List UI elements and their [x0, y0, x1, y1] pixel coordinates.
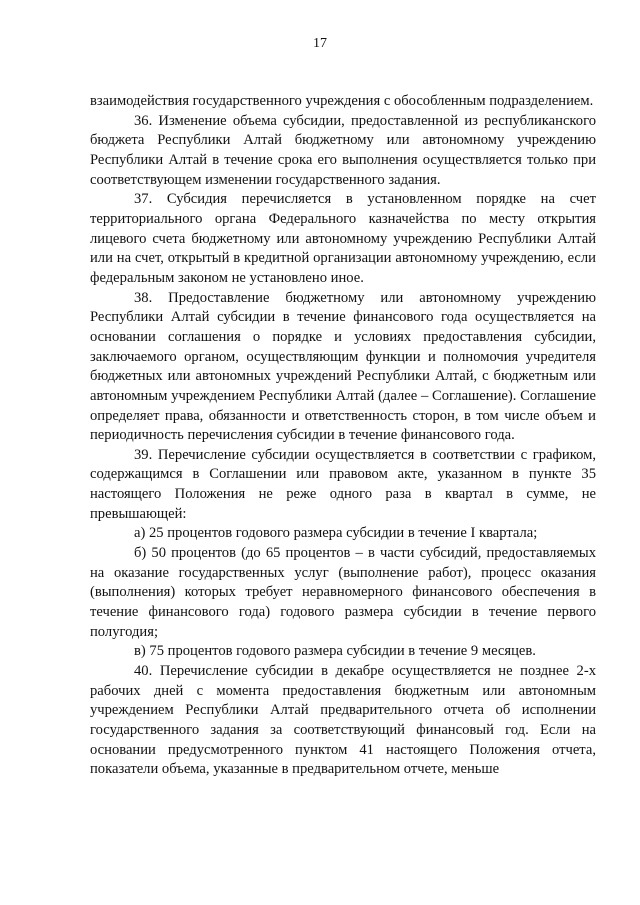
document-body: [90, 92, 596, 780]
paragraph-continuation: взаимодействия государственного учреждения с обособленным подразделением.: [90, 93, 594, 109]
paragraph-40: 40. Перечисление субсидии в декабре осуществляется не позднее 2-х рабочих дней с момента предоставления бюджетным или автономным учреждением Республики Алтай предварительного отчета об исполнении государственного задания за соответствующий финансовый год. Если на основании предусмотренного пунктом 41 настоящего Положения отчета, показатели объема, указанные в предварительном отчете, меньше: [90, 663, 596, 778]
page-number: 17: [313, 36, 327, 51]
paragraph-39: 39. Перечисление субсидии осуществляется в соответствии с графиком, содержащимся в Соглашении или правовом акте, указанном в пункте 35 настоящего Положения не реже одного раза в квартал в сумме, не превышающей:: [90, 446, 596, 522]
paragraph-37: 37. Субсидия перечисляется в установленном порядке на счет территориального органа Федерального казначейства по месту открытия лицевого счета бюджетному или автономному учреждению Республики Алтай или на счет, открытый в кредитной организации автономному учреждению, если федеральным законом не установлено иное.: [90, 191, 596, 286]
paragraph-39-item-c: в) 75 процентов годового размера субсидии в течение 9 месяцев.: [134, 643, 536, 660]
paragraph-38: 38. Предоставление бюджетному или автономному учреждению Республики Алтай субсидии в течение финансового года осуществляется на основании соглашения о порядке и условиях предоставления субсидии, заключаемого органом, осуществляющим функции и полномочия учредителя бюджетных или автономных учреждений Республики Алтай, с бюджетным или автономным учреждением Республики Алтай (далее – Соглашение). Соглашение определяет права, обязанности и ответственность сторон, в том числе объем и периодичность перечисления субсидии в течение финансового года.: [90, 289, 596, 444]
paragraph-39-item-b: б) 50 процентов (до 65 процентов – в части субсидий, предоставляемых на оказание государственных услуг (выполнение работ), процесс оказания (выполнения) которых требует неравномерного финансового обеспечения в течение финансового года) годового размера субсидии в течение первого полугодия;: [90, 545, 596, 640]
paragraph-36: 36. Изменение объема субсидии, предоставленной из республиканского бюджета Республики Алтай бюджетному или автономному учреждению Республики Алтай в течение срока его выполнения осуществляется только при соответствующем изменении государственного задания.: [90, 112, 596, 188]
paragraph-39-item-a: а) 25 процентов годового размера субсидии в течение I квартала;: [134, 525, 538, 542]
